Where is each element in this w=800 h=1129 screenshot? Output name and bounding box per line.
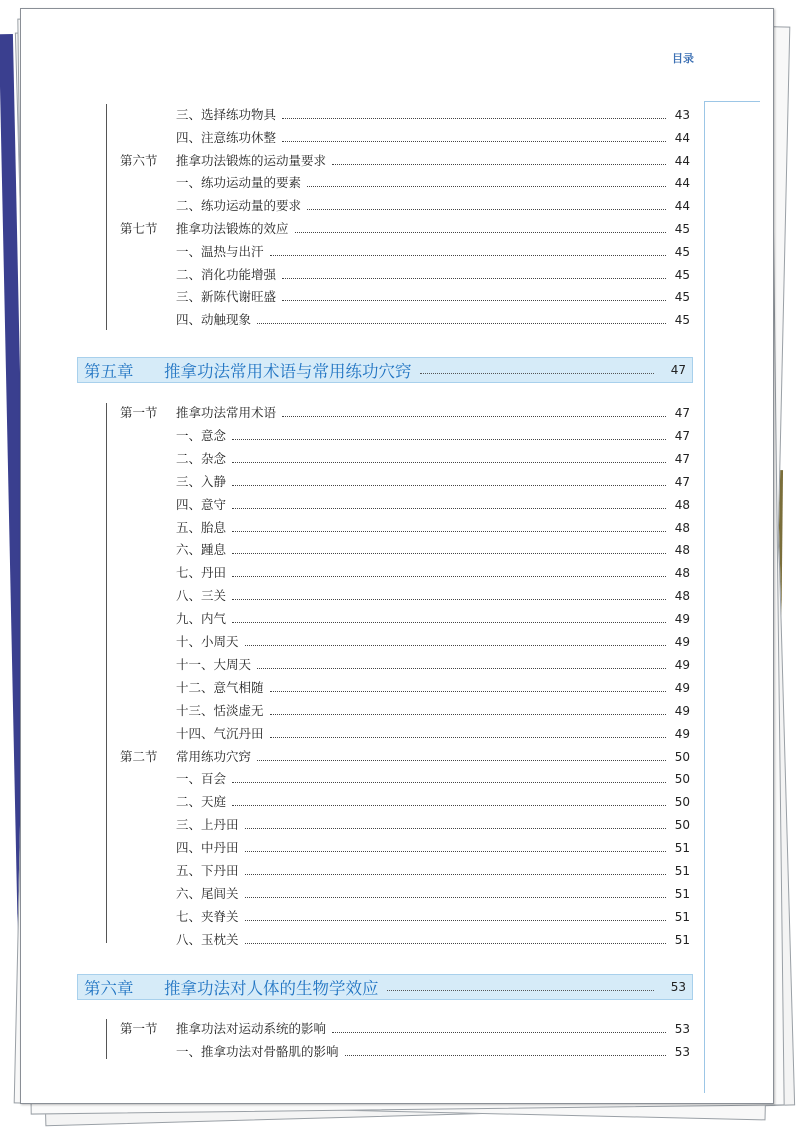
chapter-heading-5[interactable] xyxy=(77,357,693,383)
entry-title: 一、意念 xyxy=(176,427,227,443)
entry-title: 八、三关 xyxy=(176,588,227,604)
entry-title: 四、动触现象 xyxy=(176,312,252,328)
leader-dots xyxy=(245,644,666,646)
leader-dots xyxy=(332,163,666,165)
entry-title: 四、意守 xyxy=(176,496,227,512)
entry-title: 九、内气 xyxy=(176,611,227,627)
entry-title: 四、注意练功休整 xyxy=(176,129,277,145)
leader-dots xyxy=(282,299,666,301)
leader-dots xyxy=(270,713,666,715)
entry-title: 十四、气沉丹田 xyxy=(176,725,264,741)
page-number: 45 xyxy=(674,244,690,259)
leader-dots xyxy=(232,621,666,623)
chapter-heading-6[interactable] xyxy=(77,974,693,1000)
entry-title: 六、踵息 xyxy=(176,542,227,558)
chapter-number: 第五章 xyxy=(84,362,134,381)
entry-title: 十一、大周天 xyxy=(176,656,252,672)
leader-dots xyxy=(232,552,666,554)
leader-dots xyxy=(387,989,655,991)
page-number: 51 xyxy=(674,886,690,901)
toc-entry[interactable] xyxy=(120,884,690,904)
leader-dots xyxy=(245,850,666,852)
toc-entry[interactable] xyxy=(120,105,690,125)
page-number: 49 xyxy=(674,657,690,672)
toc-entry[interactable] xyxy=(120,655,690,675)
leader-dots xyxy=(245,873,666,875)
entry-title: 七、夹脊关 xyxy=(176,908,239,924)
page-number: 43 xyxy=(674,108,690,122)
page-number: 51 xyxy=(674,864,690,878)
page-number: 49 xyxy=(674,680,690,695)
toc-entry[interactable] xyxy=(120,128,690,148)
entry-title: 常用练功穴窍 xyxy=(176,748,252,764)
leader-dots xyxy=(232,507,666,509)
toc-entry[interactable] xyxy=(120,838,690,858)
page-number: 45 xyxy=(674,222,690,236)
leader-dots xyxy=(282,277,666,279)
page-number: 51 xyxy=(674,932,690,947)
toc-entry[interactable] xyxy=(120,265,690,285)
toc-entry[interactable] xyxy=(120,769,690,789)
page-number: 49 xyxy=(674,703,690,718)
toc-entry[interactable] xyxy=(120,586,690,606)
leader-dots xyxy=(257,322,666,324)
leader-dots xyxy=(420,372,655,374)
toc-entry[interactable] xyxy=(120,724,690,744)
entry-title: 六、尾闾关 xyxy=(176,885,239,901)
entry-title: 推拿功法锻炼的效应 xyxy=(176,221,289,236)
section-number: 第一节 xyxy=(120,405,158,420)
chapter-number: 第六章 xyxy=(84,979,134,998)
leader-dots xyxy=(257,759,666,761)
leader-dots xyxy=(245,942,666,944)
leader-dots xyxy=(345,1054,666,1056)
leader-dots xyxy=(307,185,666,187)
toc-section-entry[interactable] xyxy=(120,151,690,171)
page-header-label: 目录 xyxy=(672,52,694,65)
toc-entry[interactable] xyxy=(120,1042,690,1062)
leader-dots xyxy=(295,231,666,233)
entry-title: 推拿功法常用术语 xyxy=(176,405,277,420)
page-number: 51 xyxy=(674,909,690,924)
toc-entry[interactable] xyxy=(120,472,690,492)
page-number: 49 xyxy=(674,612,690,627)
page-number: 47 xyxy=(674,428,690,443)
page-number: 44 xyxy=(674,153,690,168)
entry-title: 四、中丹田 xyxy=(176,840,239,856)
entry-title: 二、消化功能增强 xyxy=(176,266,277,282)
leader-dots xyxy=(232,598,666,600)
page-number: 50 xyxy=(674,749,690,764)
toc-section-entry[interactable] xyxy=(120,747,690,767)
page-number: 49 xyxy=(674,726,690,741)
entry-title: 三、上丹田 xyxy=(176,817,239,833)
leader-dots xyxy=(232,575,666,577)
toc-entry[interactable] xyxy=(120,196,690,216)
section-bracket xyxy=(106,1019,107,1059)
page-number: 44 xyxy=(674,199,690,214)
toc-entry[interactable] xyxy=(120,815,690,835)
page-number: 48 xyxy=(674,520,690,535)
entry-title: 推拿功法锻炼的运动量要求 xyxy=(176,152,327,168)
page-number: 49 xyxy=(674,635,690,649)
section-number: 第二节 xyxy=(120,748,158,764)
leader-dots xyxy=(245,827,666,829)
margin-rule xyxy=(704,101,705,1093)
entry-title: 一、推拿功法对骨骼肌的影响 xyxy=(176,1043,339,1059)
chapter-title: 推拿功法对人体的生物学效应 xyxy=(164,979,379,998)
toc-entry[interactable] xyxy=(120,540,690,560)
toc-entry[interactable] xyxy=(120,930,690,950)
page-number: 53 xyxy=(674,1044,690,1059)
leader-dots xyxy=(282,415,666,417)
section-number: 第七节 xyxy=(120,221,158,236)
page-number: 50 xyxy=(674,772,690,787)
entry-title: 二、练功运动量的要求 xyxy=(176,198,302,214)
toc-entry[interactable] xyxy=(120,310,690,330)
entry-title: 二、天庭 xyxy=(176,794,227,810)
leader-dots xyxy=(232,438,666,440)
leader-dots xyxy=(270,690,666,692)
entry-title: 七、丹田 xyxy=(176,565,227,581)
toc-entry[interactable] xyxy=(120,701,690,721)
entry-title: 五、胎息 xyxy=(176,519,227,535)
page-number: 44 xyxy=(674,130,690,145)
toc-entry[interactable] xyxy=(120,609,690,629)
page-number: 45 xyxy=(674,290,690,305)
leader-dots xyxy=(232,530,666,532)
toc-entry[interactable] xyxy=(120,518,690,538)
toc-entry[interactable] xyxy=(120,907,690,927)
entry-title: 十二、意气相随 xyxy=(176,679,264,695)
toc-entry[interactable] xyxy=(120,173,690,193)
leader-dots xyxy=(270,254,666,256)
page-number: 53 xyxy=(674,1022,690,1036)
toc-entry[interactable] xyxy=(120,242,690,262)
page-number: 48 xyxy=(674,566,690,581)
toc-entry[interactable] xyxy=(120,287,690,307)
page-number: 45 xyxy=(674,313,690,328)
page-number: 47 xyxy=(674,406,690,420)
toc-section-entry[interactable] xyxy=(120,1019,690,1039)
page-number: 48 xyxy=(674,589,690,604)
leader-dots xyxy=(307,208,666,210)
toc-entry[interactable] xyxy=(120,792,690,812)
leader-dots xyxy=(232,781,666,783)
chapter-page-number: 53 xyxy=(670,980,686,994)
page-number: 45 xyxy=(674,267,690,282)
entry-title: 八、玉枕关 xyxy=(176,931,239,947)
toc-entry[interactable] xyxy=(120,563,690,583)
leader-dots xyxy=(282,140,666,142)
entry-title: 二、杂念 xyxy=(176,450,227,466)
leader-dots xyxy=(232,804,666,806)
toc-entry[interactable] xyxy=(120,632,690,652)
leader-dots xyxy=(232,484,666,486)
leader-dots xyxy=(232,461,666,463)
entry-title: 推拿功法对运动系统的影响 xyxy=(176,1021,327,1036)
leader-dots xyxy=(270,736,666,738)
entry-title: 一、温热与出汗 xyxy=(176,243,264,259)
toc-entry[interactable] xyxy=(120,861,690,881)
section-number: 第六节 xyxy=(120,152,158,168)
chapter-page-number: 47 xyxy=(670,363,686,377)
entry-title: 十、小周天 xyxy=(176,634,239,649)
section-bracket xyxy=(106,403,107,943)
page-number: 44 xyxy=(674,176,690,191)
leader-dots xyxy=(332,1031,666,1033)
page-number: 50 xyxy=(674,795,690,810)
chapter-title: 推拿功法常用术语与常用练功穴窍 xyxy=(164,362,412,381)
page-number: 47 xyxy=(674,474,690,489)
entry-title: 三、选择练功物具 xyxy=(176,107,277,122)
toc-entry[interactable] xyxy=(120,495,690,515)
corner-rule xyxy=(704,101,760,102)
page-number: 51 xyxy=(674,841,690,856)
page-number: 48 xyxy=(674,497,690,512)
page-number: 47 xyxy=(674,451,690,466)
toc-section-entry[interactable] xyxy=(120,219,690,239)
toc-entry[interactable] xyxy=(120,449,690,469)
page-number: 48 xyxy=(674,543,690,558)
entry-title: 一、练功运动量的要素 xyxy=(176,175,302,191)
section-bracket xyxy=(106,104,107,330)
entry-title: 十三、恬淡虚无 xyxy=(176,702,264,718)
leader-dots xyxy=(282,117,666,119)
entry-title: 三、入静 xyxy=(176,473,227,489)
toc-entry[interactable] xyxy=(120,426,690,446)
toc-entry[interactable] xyxy=(120,678,690,698)
leader-dots xyxy=(245,896,666,898)
section-number: 第一节 xyxy=(120,1021,158,1036)
page-number: 50 xyxy=(674,818,690,833)
entry-title: 三、新陈代谢旺盛 xyxy=(176,289,277,305)
toc-section-entry[interactable] xyxy=(120,403,690,423)
leader-dots xyxy=(245,919,666,921)
entry-title: 五、下丹田 xyxy=(176,863,239,878)
entry-title: 一、百会 xyxy=(176,771,227,787)
leader-dots xyxy=(257,667,666,669)
